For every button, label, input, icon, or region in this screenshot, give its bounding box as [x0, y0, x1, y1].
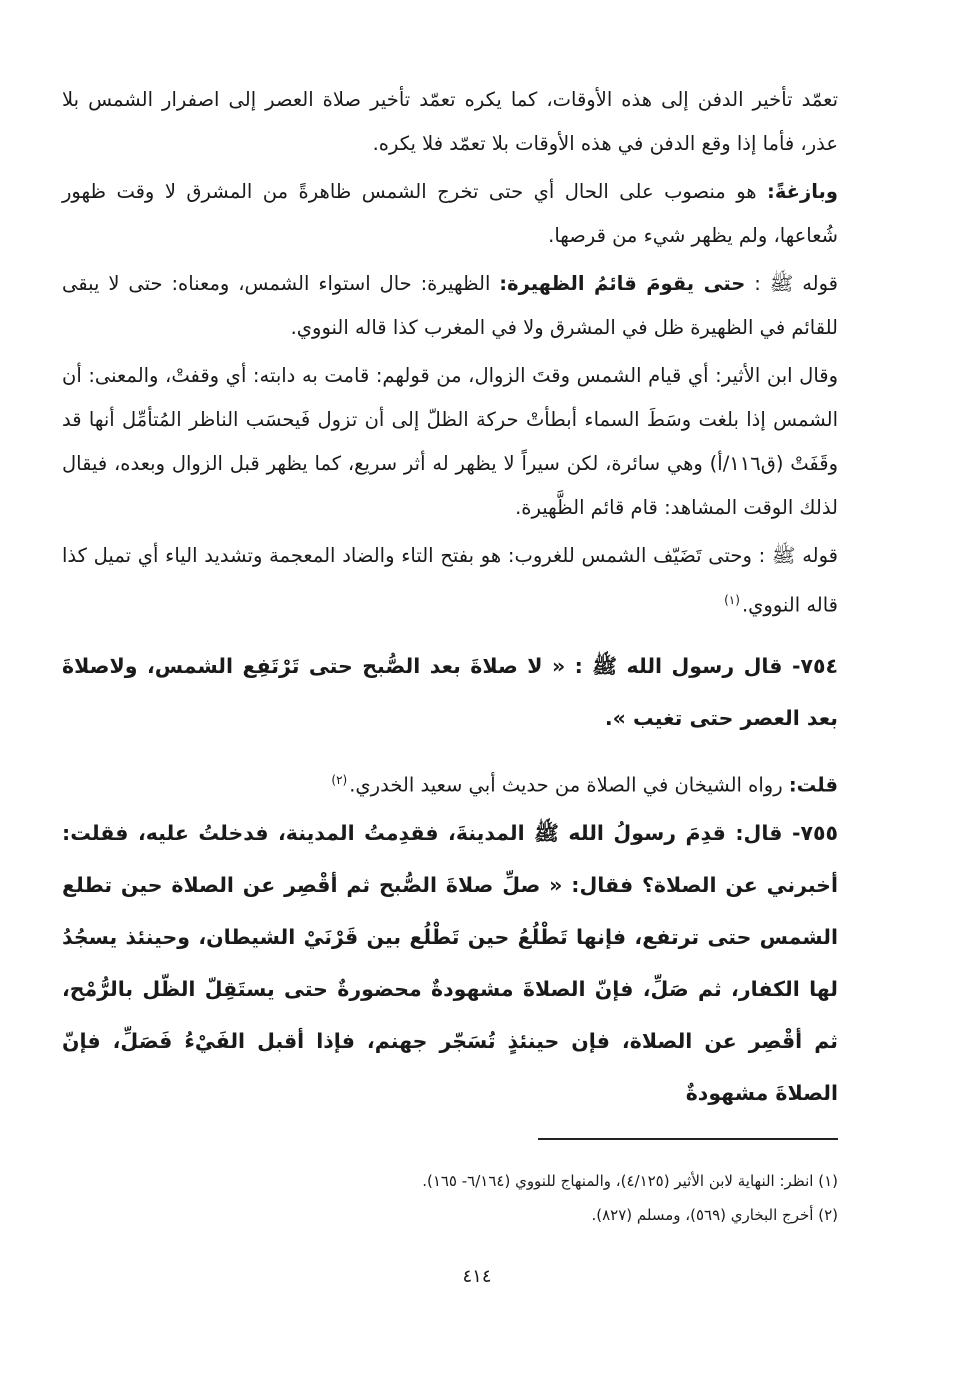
footnote-ref: (١): [724, 593, 740, 607]
footnote-divider: [538, 1138, 838, 1140]
footnotes: [62, 1164, 838, 1232]
term-label: وبازغةً:: [767, 180, 838, 203]
paragraph-text: رواه الشيخان في الصلاة من حديث أبي سعيد الخدري.: [349, 773, 783, 796]
paragraph-tadayyaf: [62, 534, 838, 628]
paragraph-text: وقال ابن الأثير: أي قيام الشمس وقتَ الزوال، من قولهم: قامت به دابته: أي وقفتْ، والمعنى: أن الشمس إذا بلغت وسَطَ السماء أبطأتْ حركة الظلّ إلى أن تزول فَيحسَب الناظر المُتأمِّل أنها قد وقَفَتْ (ق١١٦/أ) وهي سائرة، لكن سيراً لا يظهر له أثر سريع، كما يظهر قبل الزوال وبعده، فيقال لذلك الوقت المشاهد: قام قائم الظَّهيرة.: [62, 364, 838, 519]
footnote-1: (١) انظر: النهاية لابن الأثير (٤/١٢٥)، والمنهاج للنووي (٦/١٦٤- ١٦٥).: [422, 1172, 838, 1190]
footnote-ref: (٢): [331, 772, 348, 787]
footnote-2: (٢) أخرج البخاري (٥٦٩)، ومسلم (٨٢٧).: [591, 1206, 838, 1224]
hadith-text: ٧٥٥- قال: قدِمَ رسولُ الله ﷺ المدينةَ، فقدِمتُ المدينة، فدخلتُ عليه، فقلت: أخبرني عن الصلاة؟ فقال: « صلِّ صلاةَ الصُّبح ثم أقْصِر عن الصلاة حين تطلع الشمس حتى ترتفع، فإنها تَطْلُعُ حين تَطْلُع بين قَرْنَيْ الشيطان، وحينئذ يسجُدُ لها الكفار، ثم صَلِّ، فإنّ الصلاةَ مشهودةٌ محضورةٌ حتى يستَقِلّ الظّل بالرُّمْح، ثم أقْصِر عن الصلاة، فإن حينئذٍ تُسَجّر جهنم، فإذا أقبل الفَيْءُ فَصَلِّ، فإنّ الصلاةَ مشهودةٌ: [62, 821, 838, 1105]
paragraph-zahira: [62, 262, 838, 350]
page-number: ٤١٤: [462, 1266, 492, 1287]
paragraph-ibn-athir: [62, 354, 838, 530]
hadith-text: ٧٥٤- قال رسول الله ﷺ : « لا صلاةَ بعد الصُّبح حتى تَرْتَفِع الشمس، ولاصلاةَ بعد العصر حتى تغيب ».: [62, 653, 838, 730]
paragraph-text: الظهيرة: حال استواء الشمس، ومعناه: حتى لا يبقى للقائم في الظهيرة ظل في المشرق ولا في المغرب كذا قاله النووي.: [62, 272, 838, 339]
paragraph-text: قوله ﷺ : وحتى تَضَيّف الشمس للغروب: هو بفتح التاء والضاد المعجمة وتشديد الياء أي تميل كذا قاله النووي.: [62, 544, 838, 617]
term-label: حتى يقومَ قائمُ الظهيرة:: [499, 272, 746, 295]
paragraph-burial-times: [62, 78, 838, 166]
term-label: قلت:: [788, 773, 838, 796]
paragraph-qultu: [62, 758, 838, 808]
hadith-754: [62, 640, 838, 744]
hadith-755: [62, 807, 838, 1119]
lead-text: قوله ﷺ :: [754, 272, 838, 295]
paragraph-text: تعمّد تأخير الدفن إلى هذه الأوقات، كما يكره تعمّد تأخير صلاة العصر إلى اصفرار الشمس بلا عذر، فأما إذا وقع الدفن في هذه الأوقات بلا تعمّد فلا يكره.: [62, 88, 838, 155]
paragraph-bazigha: [62, 170, 838, 258]
paragraph-text: هو منصوب على الحال أي حتى تخرج الشمس ظاهرةً من المشرق لا وقت ظهور شُعاعها، ولم يظهر شيء من قرصها.: [62, 180, 838, 247]
main-text: [62, 78, 838, 1119]
